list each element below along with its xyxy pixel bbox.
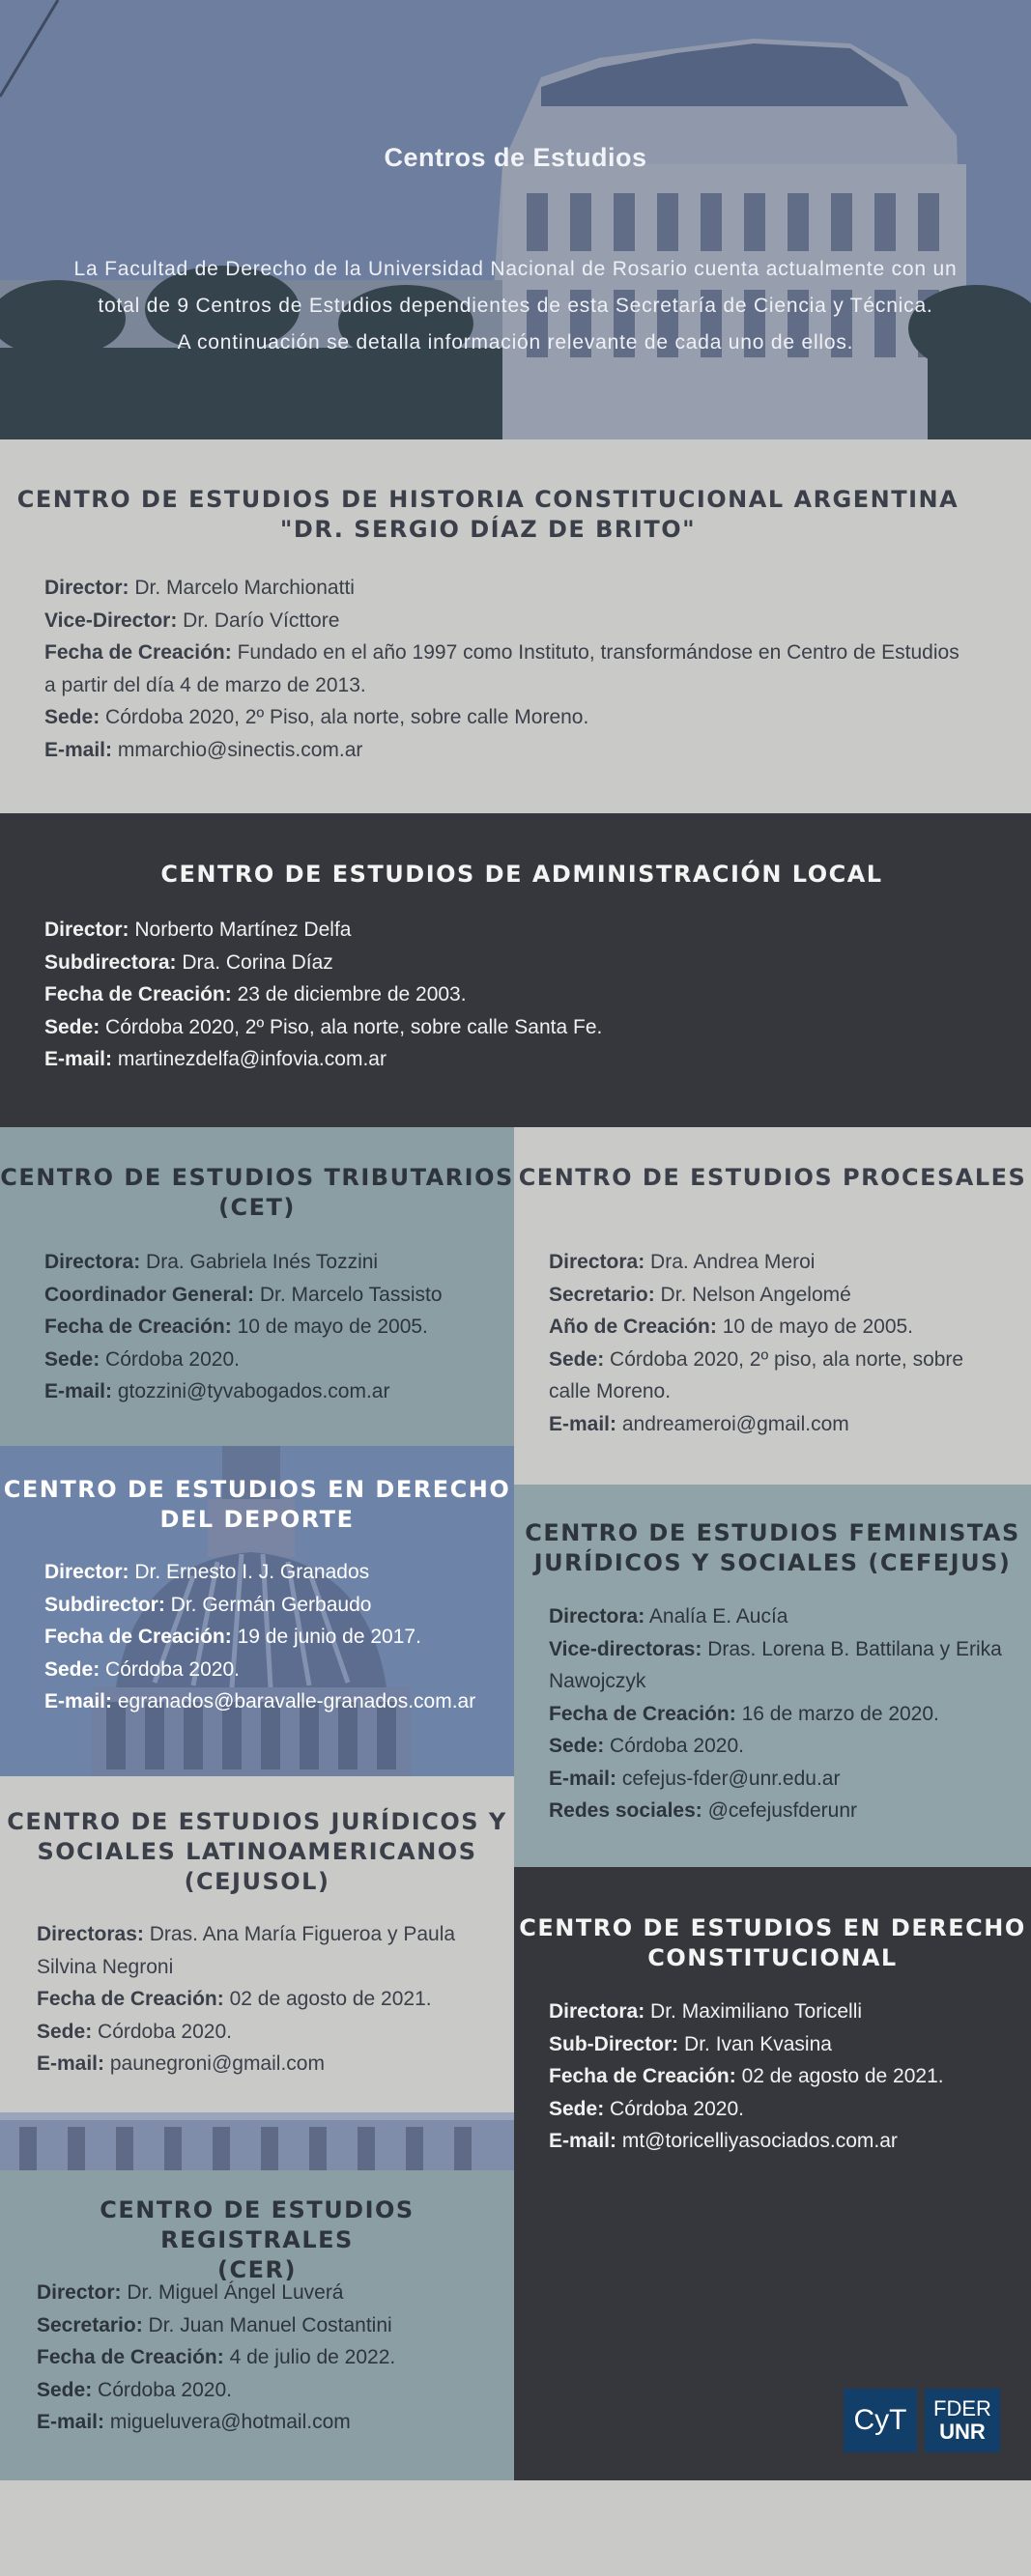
center-derecho-constitucional — [514, 1867, 1031, 2480]
building-strip-image — [0, 2112, 514, 2170]
info-row: Secretario: Dr. Nelson Angelomé — [549, 1283, 851, 1306]
info-row: Sede: Córdoba 2020. — [37, 2020, 232, 2043]
info-row: E-mail: mmarchio@sinectis.com.ar — [44, 738, 363, 761]
info-row: Directora: Analía E. Aucía — [549, 1605, 788, 1628]
info-row: E-mail: andreameroi@gmail.com — [549, 1412, 849, 1435]
info-row: Fecha de Creación: 10 de mayo de 2005. — [44, 1316, 428, 1338]
info-row: Directoras: Dras. Ana María Figueroa y Paula — [37, 1923, 456, 1945]
info-row: E-mail: egranados@baravalle-granados.com.ar — [44, 1690, 476, 1713]
center-historia-constitucional — [0, 439, 1031, 813]
info-row: Fecha de Creación: 4 de julio de 2022. — [37, 2346, 396, 2368]
email-link[interactable]: martinezdelfa@infovia.com.ar — [112, 1048, 387, 1070]
hero-banner — [0, 0, 1031, 439]
email-link[interactable]: egranados@baravalle-granados.com.ar — [112, 1690, 476, 1713]
info-row: Subdirectora: Dra. Corina Díaz — [44, 950, 333, 974]
info-row: Subdirector: Dr. Germán Gerbaudo — [44, 1593, 372, 1616]
info-row: Fecha de Creación: 19 de junio de 2017. — [44, 1626, 421, 1648]
center-title: CENTRO DE ESTUDIOS REGISTRALES (CER) — [100, 2196, 415, 2283]
center-info — [37, 1918, 510, 2081]
social-handle-link[interactable]: @cefejusfderunr — [702, 1799, 857, 1822]
email-link[interactable]: mmarchio@sinectis.com.ar — [112, 738, 363, 761]
hero-intro-line: A continuación se detalla información relevante de cada uno de ellos. — [177, 331, 854, 354]
email-link[interactable]: cefejus-fder@unr.edu.ar — [616, 1767, 841, 1790]
center-info — [44, 1556, 508, 1718]
info-row: Directora: Dra. Gabriela Inés Tozzini — [44, 1251, 379, 1273]
info-row: Director: Dr. Ernesto I. J. Granados — [44, 1561, 370, 1583]
center-feministas — [514, 1485, 1031, 1867]
center-procesales — [514, 1127, 1031, 1485]
info-row: Vice-Director: Dr. Darío Vícttore — [44, 609, 340, 632]
info-row: Sede: Córdoba 2020. — [549, 1735, 744, 1757]
info-row: Director: Dr. Marcelo Marchionatti — [44, 577, 355, 599]
info-row: Fecha de Creación: 23 de diciembre de 2003. — [44, 983, 467, 1005]
info-row: Fecha de Creación: 16 de marzo de 2020. — [549, 1702, 939, 1725]
hero-intro-line: La Facultad de Derecho de la Universidad Nacional de Rosario cuenta actualmente con un — [73, 258, 958, 280]
center-title: CENTRO DE ESTUDIOS JURÍDICOS Y SOCIALES LATINOAMERICANOS (CEJUSOL) — [7, 1808, 507, 1895]
info-row: Sede: Córdoba 2020, 2º Piso, ala norte, sobre calle Moreno. — [44, 706, 589, 728]
info-row: Secretario: Dr. Juan Manuel Costantini — [37, 2313, 392, 2336]
info-row: Sede: Córdoba 2020. — [44, 1347, 240, 1371]
info-row: Coordinador General: Dr. Marcelo Tassisto — [44, 1283, 443, 1306]
center-title: CENTRO DE ESTUDIOS DE ADMINISTRACIÓN LOCAL — [160, 861, 883, 888]
info-row: Fecha de Creación: 02 de agosto de 2021. — [37, 1988, 432, 2010]
center-info — [549, 1246, 1022, 1440]
info-row: Sede: Córdoba 2020, 2º Piso, ala norte, sobre calle Santa Fe. — [44, 1015, 603, 1038]
info-row: Nawojczyk — [549, 1670, 646, 1692]
center-info — [44, 914, 991, 1076]
page-title: Centros de Estudios — [384, 143, 647, 172]
center-registrales — [0, 2170, 514, 2480]
info-row: a partir del día 4 de marzo de 2013. — [44, 673, 366, 696]
center-title: CENTRO DE ESTUDIOS EN DERECHO DEL DEPORTE — [3, 1476, 511, 1533]
info-row: Fecha de Creación: Fundado en el año 1997 como Instituto, transformándose en Centro de Estudios — [44, 641, 959, 664]
email-link[interactable]: mt@toricelliyasociados.com.ar — [616, 2130, 898, 2152]
info-row: Año de Creación: 10 de mayo de 2005. — [549, 1316, 914, 1338]
info-row: Fecha de Creación: 02 de agosto de 2021. — [549, 2065, 944, 2087]
info-row: Sede: Córdoba 2020. — [37, 2378, 232, 2401]
footer-strip — [0, 2480, 1031, 2576]
info-row: E-mail: migueluvera@hotmail.com — [37, 2411, 351, 2433]
center-info — [549, 1996, 1022, 2158]
info-row: E-mail: martinezdelfa@infovia.com.ar — [44, 1048, 387, 1070]
center-info — [37, 2277, 510, 2439]
center-info — [44, 1246, 508, 1408]
email-link[interactable]: migueluvera@hotmail.com — [104, 2411, 351, 2433]
info-row: E-mail: cefejus-fder@unr.edu.ar — [549, 1767, 841, 1790]
info-row: Redes sociales: @cefejusfderunr — [549, 1799, 857, 1822]
info-row: calle Moreno. — [549, 1380, 672, 1402]
center-title: CENTRO DE ESTUDIOS DE HISTORIA CONSTITUCIONAL ARGENTINA "DR. SERGIO DÍAZ DE BRITO" — [16, 486, 959, 543]
email-link[interactable]: andreameroi@gmail.com — [616, 1412, 849, 1435]
cyt-logo: CyT — [844, 2389, 917, 2452]
email-link[interactable]: paunegroni@gmail.com — [104, 2052, 325, 2075]
center-title: CENTRO DE ESTUDIOS FEMINISTAS JURÍDICOS Y SOCIALES (CEFEJUS) — [525, 1519, 1020, 1576]
center-title: CENTRO DE ESTUDIOS TRIBUTARIOS (CET) — [0, 1164, 514, 1221]
info-row: Sub-Director: Dr. Ivan Kvasina — [549, 2032, 832, 2055]
center-title: CENTRO DE ESTUDIOS PROCESALES — [518, 1164, 1027, 1191]
center-info — [549, 1600, 1022, 1827]
info-row: Sede: Córdoba 2020. — [549, 2097, 744, 2120]
info-row: E-mail: paunegroni@gmail.com — [37, 2052, 325, 2075]
info-row: Director: Dr. Miguel Ángel Luverá — [37, 2281, 344, 2304]
hero-intro-line: total de 9 Centros de Estudios dependientes de esta Secretaría de Ciencia y Técnica. — [98, 295, 933, 317]
center-info — [44, 572, 991, 766]
info-row: Sede: Córdoba 2020. — [44, 1657, 240, 1681]
hero-overlay — [0, 0, 1031, 439]
info-row: E-mail: gtozzini@tyvabogados.com.ar — [44, 1380, 390, 1402]
center-administracion-local — [0, 813, 1031, 1127]
info-row: E-mail: mt@toricelliyasociados.com.ar — [549, 2130, 898, 2152]
email-link[interactable]: gtozzini@tyvabogados.com.ar — [112, 1380, 390, 1402]
center-title: CENTRO DE ESTUDIOS EN DERECHO CONSTITUCIONAL — [519, 1914, 1026, 1971]
info-row: Sede: Córdoba 2020, 2º piso, ala norte, sobre — [549, 1347, 964, 1371]
center-latinoamericanos — [0, 1776, 514, 2112]
center-tributarios — [0, 1127, 514, 1446]
fder-unr-logo: FDER UNR — [925, 2389, 1000, 2452]
info-row: Director: Norberto Martínez Delfa — [44, 919, 352, 941]
info-row: Directora: Dra. Andrea Meroi — [549, 1251, 816, 1273]
hero-intro — [39, 251, 992, 361]
info-row: Silvina Negroni — [37, 1955, 174, 1978]
info-row: Directora: Dr. Maximiliano Toricelli — [549, 2000, 863, 2023]
center-derecho-deporte — [0, 1446, 514, 1776]
info-row: Vice-directoras: Dras. Lorena B. Battilana y Erika — [549, 1637, 1002, 1660]
